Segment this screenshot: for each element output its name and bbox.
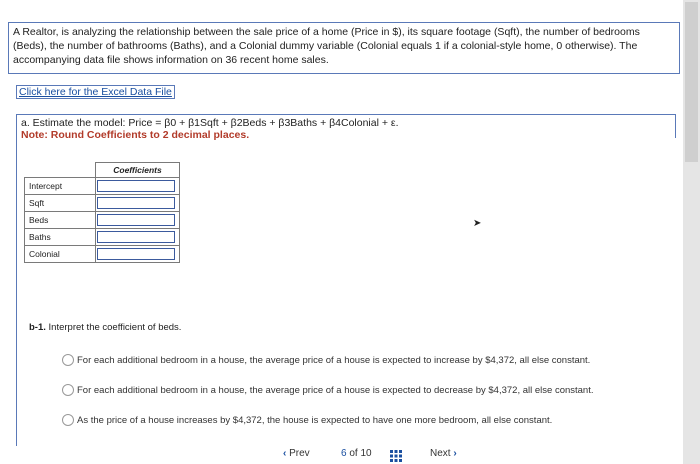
part-a-instructions — [16, 114, 676, 141]
model-equation — [21, 117, 671, 129]
scrollbar[interactable] — [683, 0, 700, 464]
radio-button[interactable] — [62, 354, 74, 366]
option-label: For each additional bedroom in a house, the average price of a house is expected to decrease by $4,372, all else constant. — [77, 384, 594, 396]
total-pages: 10 — [360, 448, 372, 459]
option-label: For each additional bedroom in a house, the average price of a house is expected to increase by $4,372, all else constant. — [77, 354, 591, 366]
grid-icon[interactable] — [390, 450, 402, 462]
row-label: Colonial — [25, 246, 96, 263]
row-label: Sqft — [25, 195, 96, 212]
chevron-left-icon: ‹ — [283, 448, 287, 459]
table-row — [25, 212, 180, 229]
part-b-text: Interpret the coefficient of beds. — [48, 322, 182, 333]
question-text — [8, 22, 680, 74]
chevron-right-icon: › — [453, 448, 457, 459]
prev-label: Prev — [289, 448, 310, 459]
model-rest: β0 + β1Sqft + β2Beds + β3Baths + β4Colonial + ε. — [164, 117, 399, 129]
coefficients-table — [24, 162, 180, 263]
table-row — [25, 178, 180, 195]
excel-data-link[interactable]: Click here for the Excel Data File — [16, 85, 175, 99]
row-label: Baths — [25, 229, 96, 246]
of-label: of — [349, 448, 358, 459]
option-increase[interactable] — [62, 354, 590, 366]
scrollbar-thumb[interactable] — [685, 2, 698, 162]
option-price-increase[interactable] — [62, 414, 552, 426]
colonial-input[interactable] — [97, 248, 175, 260]
row-label: Intercept — [25, 178, 96, 195]
part-b-label: b-1. — [29, 322, 46, 333]
sqft-input[interactable] — [97, 197, 175, 209]
prev-button[interactable] — [283, 448, 310, 459]
table-row — [25, 195, 180, 212]
table-row — [25, 229, 180, 246]
option-decrease[interactable] — [62, 384, 594, 396]
radio-button[interactable] — [62, 414, 74, 426]
question-body: A Realtor, is analyzing the relationship between the sale price of a home (Price in $), its square footage (Sqft), the number of bedrooms (Beds), the number of bathrooms (Baths), and a Colonial dummy variable (Colonial equals 1 if a colonial-style home, 0 otherwise). The accompanying data file shows information on 36 recent home sales. — [13, 26, 640, 66]
baths-input[interactable] — [97, 231, 175, 243]
rounding-note: Note: Round Coefficients to 2 decimal places. — [21, 129, 250, 141]
mouse-cursor-icon: ➤ — [473, 218, 482, 229]
intercept-input[interactable] — [97, 180, 175, 192]
page-indicator — [341, 448, 372, 459]
option-label: As the price of a house increases by $4,372, the house is expected to have one more bedroom, all else constant. — [77, 414, 553, 426]
next-label: Next — [430, 448, 451, 459]
corner-cell — [25, 163, 96, 178]
row-label: Beds — [25, 212, 96, 229]
radio-button[interactable] — [62, 384, 74, 396]
beds-input[interactable] — [97, 214, 175, 226]
next-button[interactable] — [430, 448, 457, 459]
current-page: 6 — [341, 448, 347, 459]
model-prefix: a. Estimate the model: Price = — [21, 117, 165, 129]
part-b-question — [29, 322, 181, 333]
table-row — [25, 246, 180, 263]
coefficients-header: Coefficients — [96, 163, 180, 178]
